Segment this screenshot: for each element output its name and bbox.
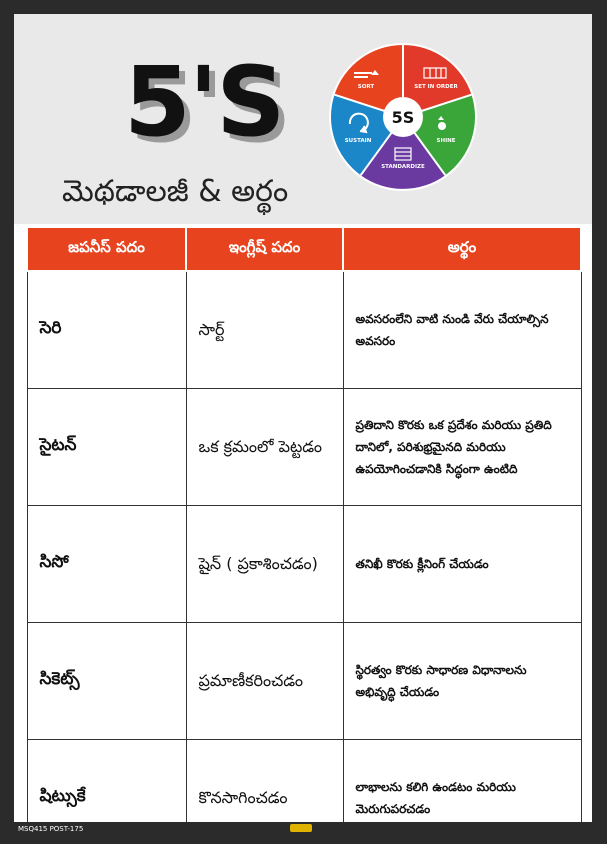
header-english-term: ఇంగ్లీష్ పదం (186, 227, 343, 271)
wheel-center-label: 5S (391, 108, 415, 127)
meaning-cell: అవసరంలేని వాటి నుండి వేరు చేయాల్సిన అవసరం (343, 271, 581, 389)
poster (14, 14, 592, 822)
table-row (27, 271, 581, 389)
japanese-term-cell: సికెట్స్ (27, 623, 186, 740)
japanese-term-cell: సైటన్ (27, 389, 186, 506)
poster-title: 5'S (124, 46, 284, 158)
japanese-term-cell: సెరి (27, 271, 186, 389)
english-term-cell: సార్ట్ (186, 271, 343, 389)
table-header-row (27, 227, 581, 271)
meaning-cell: స్థిరత్వం కొరకు సాధారణ విధానాలను అభివృద్ధి చేయడం (343, 623, 581, 740)
table-row (27, 389, 581, 506)
wheel-label-shine: SHINE (436, 138, 456, 144)
publisher-logo-icon (290, 824, 312, 832)
meaning-cell: తనిఖీ కొరకు క్లీనింగ్ చేయడం (343, 506, 581, 623)
english-term-cell: షైన్ ( ప్రకాశించడం) (186, 506, 343, 623)
header-japanese-term: జపనీస్ పదం (27, 227, 186, 271)
wheel-label-sustain: SUSTAIN (344, 138, 372, 144)
meaning-cell: లాభాలను కలిగి ఉండటం మరియు మెరుగుపరచడం (343, 740, 581, 823)
japanese-term-cell: సిసో (27, 506, 186, 623)
japanese-term-cell: షిట్సుకే (27, 740, 186, 823)
wheel-label-set-in-order: SET IN ORDER (414, 84, 458, 90)
header-meaning: అర్థం (343, 227, 581, 271)
5s-wheel-graphic (328, 42, 478, 192)
table-row (27, 740, 581, 823)
poster-code: MSQ415 POST-175 (18, 825, 84, 833)
table-row (27, 623, 581, 740)
table-row (27, 506, 581, 623)
poster-footer (14, 822, 592, 844)
wheel-label-standardize: STANDARDIZE (381, 164, 425, 170)
wheel-label-sort: SORT (357, 84, 375, 90)
english-term-cell: కొనసాగించడం (186, 740, 343, 823)
poster-subtitle: మెథడాలజీ & అర్థం (62, 174, 289, 209)
english-term-cell: ఒక క్రమంలో పెట్టడం (186, 389, 343, 506)
english-term-cell: ప్రమాణీకరించడం (186, 623, 343, 740)
meaning-cell: ప్రతిదాని కొరకు ఒక ప్రదేశం మరియు ప్రతిది దానిలో, పరిశుభ్రమైనది మరియు ఉపయోగించడానికి సిద్ధంగా ఉంటిది (343, 389, 581, 506)
poster-header (14, 14, 592, 224)
5s-table (26, 226, 582, 822)
